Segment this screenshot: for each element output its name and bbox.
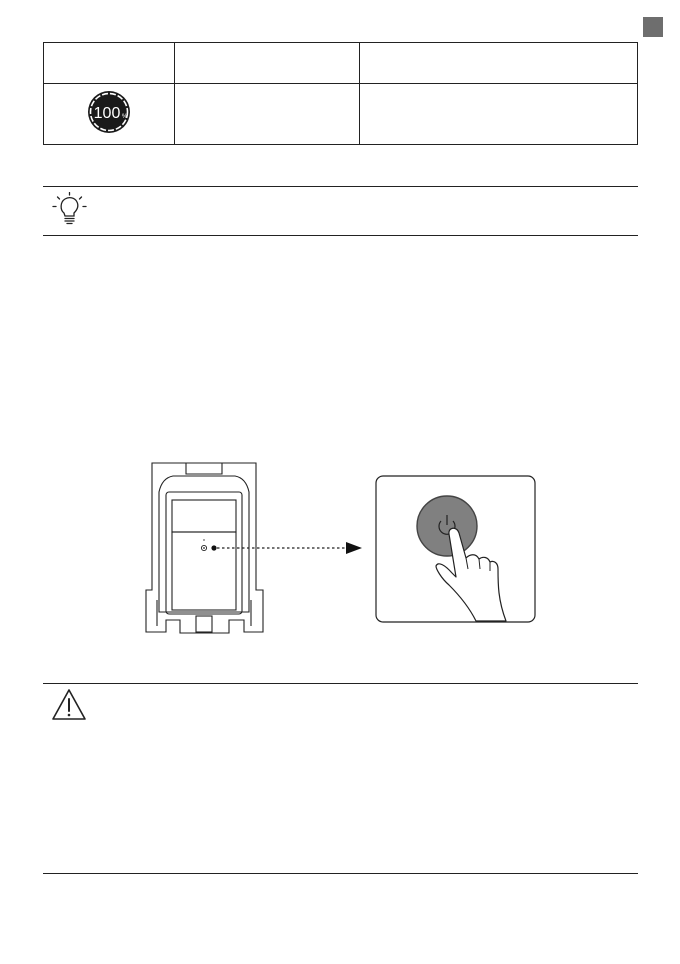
page-tab-marker [643, 17, 663, 37]
table-cell-description [175, 84, 360, 145]
power-on-illustration [140, 460, 540, 640]
table-header-row [44, 43, 638, 84]
warning-triangle-icon [51, 688, 87, 722]
finger-pressing-power-button-icon [376, 476, 535, 622]
dotted-arrow-icon [211, 542, 362, 554]
table-header-cell [44, 43, 175, 84]
table-header-cell [175, 43, 360, 84]
lcd-100-percent-icon [81, 88, 137, 136]
table-header-cell [360, 43, 638, 84]
table-cell-display [44, 84, 175, 145]
lcd-readout: 100 [93, 104, 121, 122]
lightbulb-icon [52, 192, 88, 230]
lcd-unit: % [122, 113, 128, 120]
battery-status-table [43, 42, 638, 145]
table-row [44, 84, 638, 145]
power-station-front-icon [146, 463, 263, 633]
tip-box [43, 186, 638, 236]
table-cell-status [360, 84, 638, 145]
warning-box [43, 683, 638, 874]
